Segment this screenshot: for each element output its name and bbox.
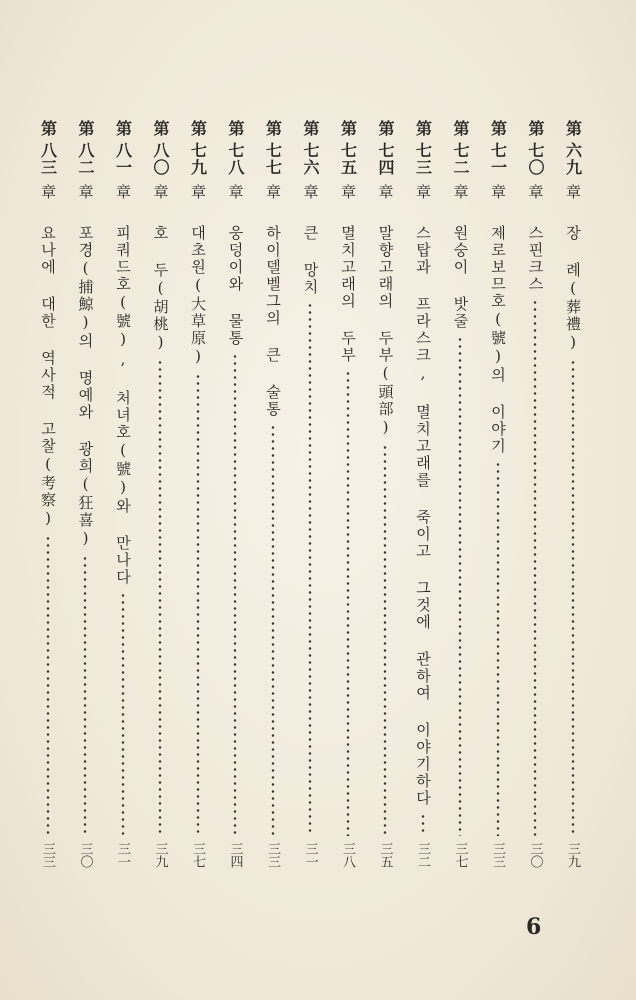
dot-leader: [571, 359, 575, 836]
chapter-number: 七二: [451, 142, 470, 176]
page-ref: 三九: [565, 842, 580, 868]
chapter-suffix: 章: [451, 184, 470, 199]
chapter-suffix: 章: [114, 184, 132, 199]
chapter-number: 八〇: [151, 142, 170, 176]
page-ref: 三三: [490, 842, 505, 868]
chapter-prefix: 第: [413, 120, 433, 136]
chapter-suffix: 章: [151, 184, 170, 199]
chapter-suffix: 章: [189, 184, 207, 199]
chapter-number: 六九: [563, 142, 583, 176]
dot-leader: [533, 299, 537, 836]
chapter-suffix: 章: [76, 184, 95, 199]
toc-entry: [486, 120, 509, 868]
chapter-suffix: 章: [489, 184, 507, 199]
chapter-prefix: 第: [263, 120, 283, 136]
chapter-number: 七四: [376, 142, 395, 176]
toc-entry: [299, 120, 322, 868]
chapter-title: 하이델벨그의 큰 술통: [264, 225, 282, 418]
chapter-number: 七五: [338, 142, 358, 176]
chapter-title: 큰 망치: [301, 225, 320, 296]
chapter-number: 七〇: [526, 142, 545, 176]
page-ref: 三〇: [77, 842, 93, 868]
dot-leader: [196, 373, 200, 836]
toc-entry: [36, 120, 59, 868]
dot-leader: [346, 370, 350, 836]
chapter-title: 피쿼드호(號), 처녀호(號)와 만나다: [114, 225, 132, 586]
chapter-number: 七三: [413, 142, 433, 176]
toc-entry: [561, 120, 584, 868]
chapter-prefix: 第: [226, 120, 245, 136]
chapter-number: 八三: [38, 142, 58, 176]
toc-entry: [224, 120, 247, 868]
chapter-number: 七九: [188, 142, 208, 176]
chapter-suffix: 章: [339, 184, 357, 199]
dot-leader: [308, 302, 312, 836]
page-number: 6: [526, 914, 542, 940]
toc-entry: [524, 120, 547, 868]
chapter-title: 스핀크스: [526, 225, 545, 293]
chapter-prefix: 第: [563, 120, 583, 136]
chapter-title: 멸치고래의 두부: [339, 225, 357, 364]
chapter-number: 七六: [301, 142, 320, 176]
page-ref: 三七: [452, 842, 468, 868]
chapter-title: 포경(捕鯨)의 명예와 광희(狂喜): [76, 225, 95, 549]
toc-entry: [149, 120, 172, 868]
page-ref: 三五: [377, 842, 393, 868]
chapter-title: 장 례(葬禮): [564, 225, 582, 353]
dot-leader: [271, 424, 275, 836]
chapter-prefix: 第: [38, 120, 58, 136]
page-ref: 三四: [227, 842, 243, 868]
dot-leader: [158, 359, 162, 836]
dot-leader: [121, 592, 125, 836]
toc-entry: [411, 120, 434, 868]
page-ref: 三九: [152, 842, 168, 868]
toc-entry: [111, 120, 134, 868]
toc-entry: [336, 120, 359, 868]
chapter-suffix: 章: [414, 184, 432, 199]
chapter-prefix: 第: [526, 120, 545, 136]
page-ref: 三七: [190, 842, 205, 868]
toc-entry: [261, 120, 284, 868]
dot-leader: [46, 535, 50, 836]
chapter-title: 웅덩이와 물통: [226, 225, 245, 347]
page-ref: 三八: [340, 842, 355, 868]
chapter-title: 말향고래의 두부(頭部): [376, 225, 395, 438]
page-ref: 三一: [115, 842, 130, 868]
chapter-prefix: 第: [451, 120, 470, 136]
chapter-suffix: 章: [376, 184, 395, 199]
chapter-suffix: 章: [39, 184, 57, 199]
page-ref: 三三: [265, 842, 280, 868]
chapter-prefix: 第: [338, 120, 358, 136]
chapter-suffix: 章: [264, 184, 282, 199]
dot-leader: [83, 555, 87, 836]
chapter-title: 요나에 대한 역사적 고찰(考察): [39, 225, 57, 529]
chapter-number: 八一: [113, 142, 133, 176]
chapter-title: 대초원(大草原): [189, 225, 207, 367]
chapter-number: 七一: [488, 142, 508, 176]
chapter-suffix: 章: [226, 184, 245, 199]
chapter-title: 스탑과 프라스크, 멸치고래를 죽이고 그것에 관하여 이야기하다: [414, 225, 432, 807]
chapter-suffix: 章: [526, 184, 545, 199]
chapter-number: 七八: [226, 142, 245, 176]
chapter-prefix: 第: [151, 120, 170, 136]
table-of-contents: [36, 120, 584, 868]
dot-leader: [383, 444, 387, 836]
chapter-suffix: 章: [301, 184, 320, 199]
chapter-prefix: 第: [301, 120, 320, 136]
chapter-title: 제로보므호(號)의 이야기: [489, 225, 507, 455]
chapter-suffix: 章: [564, 184, 582, 199]
chapter-prefix: 第: [113, 120, 133, 136]
page-ref: 三一: [302, 842, 318, 868]
dot-leader: [458, 336, 462, 836]
chapter-prefix: 第: [76, 120, 95, 136]
page-ref: 三二: [415, 842, 430, 868]
toc-entry: [449, 120, 472, 868]
page-ref: 三三: [40, 842, 55, 868]
chapter-title: 원숭이 밧줄: [451, 225, 470, 330]
chapter-prefix: 第: [488, 120, 508, 136]
chapter-prefix: 第: [376, 120, 395, 136]
chapter-number: 八二: [76, 142, 95, 176]
chapter-title: 호 두(胡桃): [151, 225, 170, 353]
page-ref: 三〇: [527, 842, 543, 868]
dot-leader: [496, 461, 500, 836]
toc-entry: [374, 120, 397, 868]
chapter-number: 七七: [263, 142, 283, 176]
toc-entry: [74, 120, 97, 868]
dot-leader: [233, 353, 237, 836]
toc-entry: [186, 120, 209, 868]
chapter-prefix: 第: [188, 120, 208, 136]
dot-leader: [421, 813, 425, 836]
